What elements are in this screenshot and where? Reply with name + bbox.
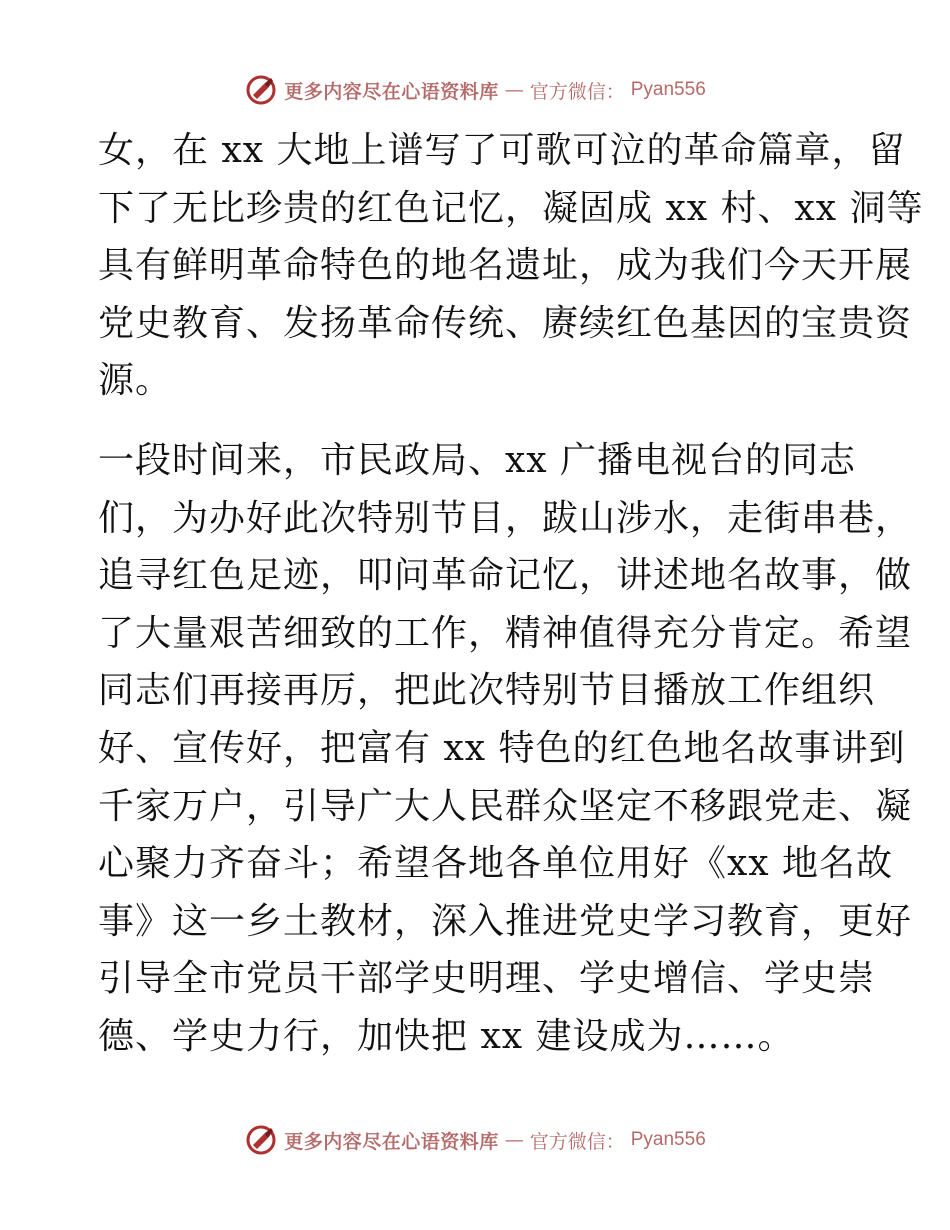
text-line: 了大量艰苦细致的工作，精神值得充分肯定。希望 bbox=[98, 612, 913, 654]
text-line: 们，为办好此次特别节目，跋山涉水，走街串巷， bbox=[98, 497, 913, 539]
text-line: 德、学史力行，加快把 xx 建设成为……。 bbox=[98, 1015, 795, 1057]
text-line: 追寻红色足迹，叩问革命记忆，讲述地名故事，做 bbox=[98, 555, 913, 597]
text-line: 下了无比珍贵的红色记忆，凝固成 xx 村、xx 洞等 bbox=[98, 187, 924, 229]
watermark-dash: — bbox=[504, 1129, 524, 1151]
paragraph-1 bbox=[98, 122, 924, 410]
text-line: 同志们再接再厉，把此次特别节目播放工作组织 bbox=[98, 670, 876, 712]
document-body bbox=[98, 122, 924, 1066]
header-watermark bbox=[0, 70, 950, 110]
pen-logo-icon bbox=[244, 73, 278, 107]
text-line: 女，在 xx 大地上谱写了可歌可泣的革命篇章，留 bbox=[98, 130, 906, 171]
text-line: 好、宣传好，把富有 xx 特色的红色地名故事讲到 bbox=[98, 727, 906, 769]
text-line: 心聚力齐奋斗；希望各地各单位用好《xx 地名故 bbox=[98, 843, 894, 885]
watermark-official-label: 官方微信： bbox=[529, 1130, 625, 1153]
watermark-text: 更多内容尽在心语资料库 bbox=[284, 1130, 499, 1153]
text-line: 一段时间来，市民政局、xx 广播电视台的同志 bbox=[98, 439, 857, 481]
text-line: 引导全市党员干部学史明理、学史增信、学史崇 bbox=[98, 958, 876, 1000]
watermark-text: 更多内容尽在心语资料库 bbox=[284, 80, 499, 103]
text-line: 源。 bbox=[98, 360, 173, 402]
watermark-wechat-id: Pyan556 bbox=[630, 1129, 706, 1150]
paragraph-gap bbox=[98, 410, 858, 432]
pen-logo-icon bbox=[244, 1123, 278, 1157]
text-line: 事》这一乡土教材，深入推进党史学习教育，更好 bbox=[98, 900, 913, 942]
text-line: 千家万户，引导广大人民群众坚定不移跟党走、凝 bbox=[98, 785, 913, 827]
paragraph-2 bbox=[98, 432, 913, 1066]
watermark-wechat-id: Pyan556 bbox=[630, 79, 706, 100]
watermark-dash: — bbox=[504, 79, 524, 101]
text-line: 具有鲜明革命特色的地名遗址，成为我们今天开展 bbox=[98, 245, 913, 287]
watermark-official-label: 官方微信： bbox=[529, 80, 625, 103]
footer-watermark bbox=[0, 1120, 950, 1160]
text-line: 党史教育、发扬革命传统、赓续红色基因的宝贵资 bbox=[98, 302, 913, 344]
